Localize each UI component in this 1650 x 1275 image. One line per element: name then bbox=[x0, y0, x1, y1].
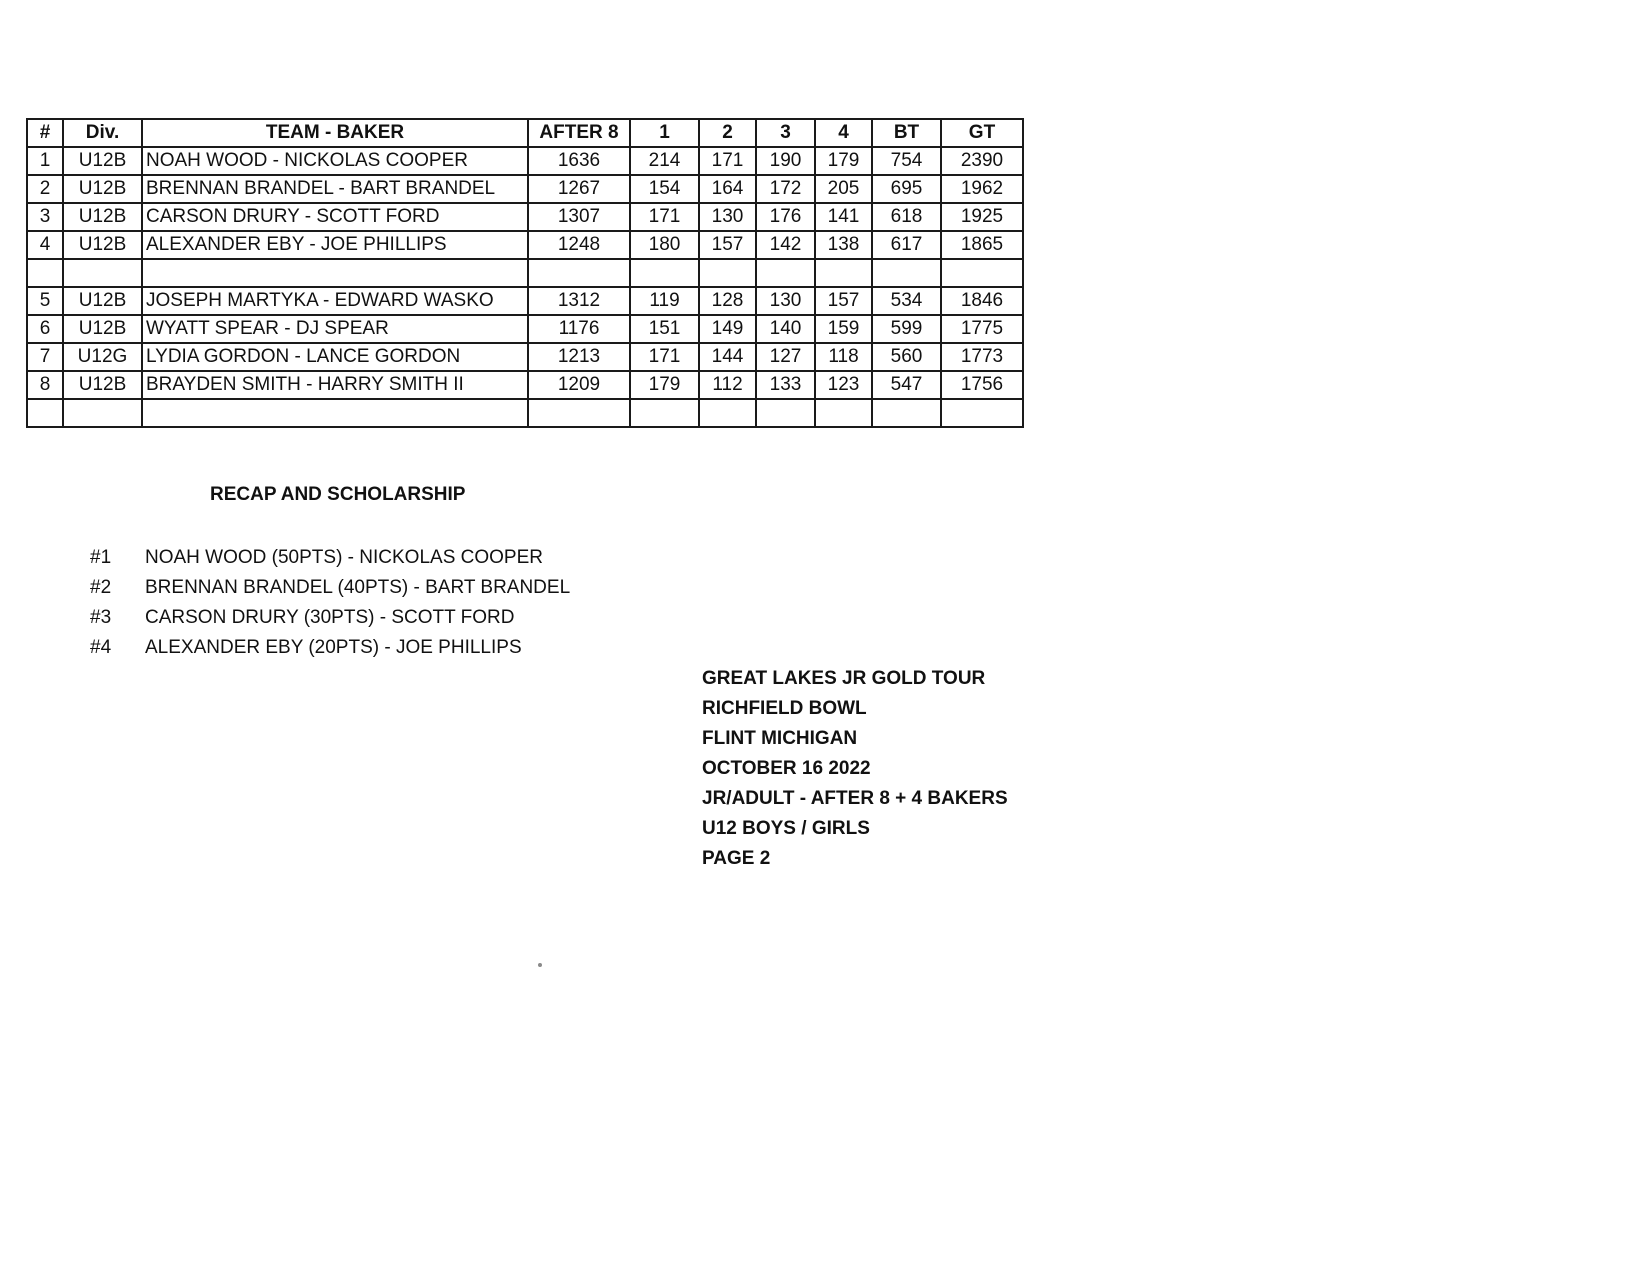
cell-rank: 5 bbox=[27, 287, 63, 315]
cell-game-4 bbox=[815, 399, 872, 427]
cell-after-8: 1248 bbox=[528, 231, 630, 259]
cell-game-2: 128 bbox=[699, 287, 756, 315]
cell-game-1: 154 bbox=[630, 175, 699, 203]
cell-baker-total: 547 bbox=[872, 371, 941, 399]
cell-baker-total: 754 bbox=[872, 147, 941, 175]
cell-team-baker: BRAYDEN SMITH - HARRY SMITH II bbox=[142, 371, 528, 399]
event-location: FLINT MICHIGAN bbox=[702, 728, 858, 749]
header-game-2: 2 bbox=[699, 119, 756, 147]
recap-item bbox=[90, 573, 570, 603]
table-row bbox=[27, 147, 1023, 175]
cell-game-3: 133 bbox=[756, 371, 815, 399]
header-team-baker: TEAM - BAKER bbox=[142, 119, 528, 147]
cell-game-2: 157 bbox=[699, 231, 756, 259]
recap-rank: #4 bbox=[90, 637, 112, 658]
header-game-4: 4 bbox=[815, 119, 872, 147]
cell-grand-total: 1773 bbox=[941, 343, 1023, 371]
cell-rank: 6 bbox=[27, 315, 63, 343]
recap-text: NOAH WOOD (50PTS) - NICKOLAS COOPER bbox=[145, 547, 543, 568]
recap-item bbox=[90, 543, 570, 573]
cell-rank: 3 bbox=[27, 203, 63, 231]
cell-game-4 bbox=[815, 259, 872, 287]
cell-team-baker: BRENNAN BRANDEL - BART BRANDEL bbox=[142, 175, 528, 203]
cell-baker-total: 618 bbox=[872, 203, 941, 231]
header-game-3: 3 bbox=[756, 119, 815, 147]
recap-item bbox=[90, 633, 570, 663]
cell-division bbox=[63, 399, 142, 427]
cell-team-baker: LYDIA GORDON - LANCE GORDON bbox=[142, 343, 528, 371]
cell-baker-total bbox=[872, 259, 941, 287]
table-row bbox=[27, 287, 1023, 315]
cell-game-3: 130 bbox=[756, 287, 815, 315]
cell-after-8: 1213 bbox=[528, 343, 630, 371]
cell-grand-total: 1846 bbox=[941, 287, 1023, 315]
cell-team-baker: ALEXANDER EBY - JOE PHILLIPS bbox=[142, 231, 528, 259]
cell-after-8: 1267 bbox=[528, 175, 630, 203]
table-row bbox=[27, 315, 1023, 343]
cell-rank: 7 bbox=[27, 343, 63, 371]
cell-game-3: 176 bbox=[756, 203, 815, 231]
header-division: Div. bbox=[63, 119, 142, 147]
cell-game-3: 142 bbox=[756, 231, 815, 259]
cell-game-2 bbox=[699, 259, 756, 287]
cell-game-4: 205 bbox=[815, 175, 872, 203]
table-row-blank bbox=[27, 259, 1023, 287]
results-table bbox=[26, 118, 1024, 428]
table-row-blank bbox=[27, 399, 1023, 427]
cell-rank: 8 bbox=[27, 371, 63, 399]
event-info bbox=[702, 664, 1008, 874]
cell-game-4: 138 bbox=[815, 231, 872, 259]
cell-division: U12B bbox=[63, 231, 142, 259]
cell-grand-total: 2390 bbox=[941, 147, 1023, 175]
cell-game-4: 141 bbox=[815, 203, 872, 231]
cell-game-2: 171 bbox=[699, 147, 756, 175]
cell-game-1: 151 bbox=[630, 315, 699, 343]
recap-text: CARSON DRURY (30PTS) - SCOTT FORD bbox=[145, 607, 515, 628]
cell-grand-total: 1962 bbox=[941, 175, 1023, 203]
cell-after-8 bbox=[528, 399, 630, 427]
recap-text: ALEXANDER EBY (20PTS) - JOE PHILLIPS bbox=[145, 637, 522, 658]
cell-grand-total: 1756 bbox=[941, 371, 1023, 399]
cell-division bbox=[63, 259, 142, 287]
event-division: U12 BOYS / GIRLS bbox=[702, 818, 870, 839]
table-header-row bbox=[27, 119, 1023, 147]
cell-game-3: 140 bbox=[756, 315, 815, 343]
table-row bbox=[27, 231, 1023, 259]
cell-game-1: 171 bbox=[630, 203, 699, 231]
event-title: GREAT LAKES JR GOLD TOUR bbox=[702, 668, 986, 689]
header-rank: # bbox=[27, 119, 63, 147]
cell-rank bbox=[27, 399, 63, 427]
event-format: JR/ADULT - AFTER 8 + 4 BAKERS bbox=[702, 788, 1008, 809]
cell-game-1: 171 bbox=[630, 343, 699, 371]
cell-after-8: 1307 bbox=[528, 203, 630, 231]
cell-grand-total bbox=[941, 259, 1023, 287]
recap-rank: #1 bbox=[90, 547, 112, 568]
cell-game-1: 179 bbox=[630, 371, 699, 399]
event-date: OCTOBER 16 2022 bbox=[702, 758, 871, 779]
cell-division: U12B bbox=[63, 203, 142, 231]
page-number: PAGE 2 bbox=[702, 848, 771, 869]
header-after-8: AFTER 8 bbox=[528, 119, 630, 147]
header-grand-total: GT bbox=[941, 119, 1023, 147]
recap-rank: #3 bbox=[90, 607, 112, 628]
recap-text: BRENNAN BRANDEL (40PTS) - BART BRANDEL bbox=[145, 577, 571, 598]
cell-team-baker bbox=[142, 399, 528, 427]
table-row bbox=[27, 343, 1023, 371]
header-baker-total: BT bbox=[872, 119, 941, 147]
cell-baker-total: 599 bbox=[872, 315, 941, 343]
cell-after-8: 1176 bbox=[528, 315, 630, 343]
table-row bbox=[27, 175, 1023, 203]
cell-division: U12G bbox=[63, 343, 142, 371]
recap-title: RECAP AND SCHOLARSHIP bbox=[210, 484, 466, 505]
cell-game-3: 172 bbox=[756, 175, 815, 203]
cell-grand-total: 1925 bbox=[941, 203, 1023, 231]
cell-rank: 1 bbox=[27, 147, 63, 175]
cell-game-2: 149 bbox=[699, 315, 756, 343]
table-body bbox=[27, 147, 1023, 427]
cell-rank bbox=[27, 259, 63, 287]
cell-game-2: 112 bbox=[699, 371, 756, 399]
cell-after-8: 1312 bbox=[528, 287, 630, 315]
cell-after-8: 1209 bbox=[528, 371, 630, 399]
cell-team-baker: WYATT SPEAR - DJ SPEAR bbox=[142, 315, 528, 343]
cell-division: U12B bbox=[63, 287, 142, 315]
cell-division: U12B bbox=[63, 371, 142, 399]
cell-game-4: 179 bbox=[815, 147, 872, 175]
cell-game-4: 159 bbox=[815, 315, 872, 343]
cell-game-1 bbox=[630, 259, 699, 287]
cell-game-1 bbox=[630, 399, 699, 427]
cell-game-2: 130 bbox=[699, 203, 756, 231]
table-row bbox=[27, 371, 1023, 399]
event-venue: RICHFIELD BOWL bbox=[702, 698, 867, 719]
cell-game-4: 123 bbox=[815, 371, 872, 399]
table-row bbox=[27, 203, 1023, 231]
cell-game-3 bbox=[756, 399, 815, 427]
cell-grand-total bbox=[941, 399, 1023, 427]
recap-rank: #2 bbox=[90, 577, 112, 598]
cell-game-2: 144 bbox=[699, 343, 756, 371]
cell-after-8: 1636 bbox=[528, 147, 630, 175]
cell-division: U12B bbox=[63, 315, 142, 343]
cell-team-baker: CARSON DRURY - SCOTT FORD bbox=[142, 203, 528, 231]
cell-grand-total: 1775 bbox=[941, 315, 1023, 343]
cell-rank: 2 bbox=[27, 175, 63, 203]
cell-game-3 bbox=[756, 259, 815, 287]
scan-speck bbox=[538, 963, 542, 967]
recap-item bbox=[90, 603, 570, 633]
cell-division: U12B bbox=[63, 147, 142, 175]
cell-game-4: 118 bbox=[815, 343, 872, 371]
cell-rank: 4 bbox=[27, 231, 63, 259]
cell-division: U12B bbox=[63, 175, 142, 203]
cell-game-3: 190 bbox=[756, 147, 815, 175]
cell-team-baker: JOSEPH MARTYKA - EDWARD WASKO bbox=[142, 287, 528, 315]
cell-game-3: 127 bbox=[756, 343, 815, 371]
cell-baker-total: 560 bbox=[872, 343, 941, 371]
cell-after-8 bbox=[528, 259, 630, 287]
cell-baker-total bbox=[872, 399, 941, 427]
cell-game-2: 164 bbox=[699, 175, 756, 203]
cell-grand-total: 1865 bbox=[941, 231, 1023, 259]
recap-list bbox=[90, 543, 570, 663]
cell-game-1: 180 bbox=[630, 231, 699, 259]
cell-team-baker bbox=[142, 259, 528, 287]
header-game-1: 1 bbox=[630, 119, 699, 147]
cell-game-1: 119 bbox=[630, 287, 699, 315]
cell-game-1: 214 bbox=[630, 147, 699, 175]
cell-baker-total: 695 bbox=[872, 175, 941, 203]
cell-game-4: 157 bbox=[815, 287, 872, 315]
cell-baker-total: 534 bbox=[872, 287, 941, 315]
cell-baker-total: 617 bbox=[872, 231, 941, 259]
cell-team-baker: NOAH WOOD - NICKOLAS COOPER bbox=[142, 147, 528, 175]
cell-game-2 bbox=[699, 399, 756, 427]
